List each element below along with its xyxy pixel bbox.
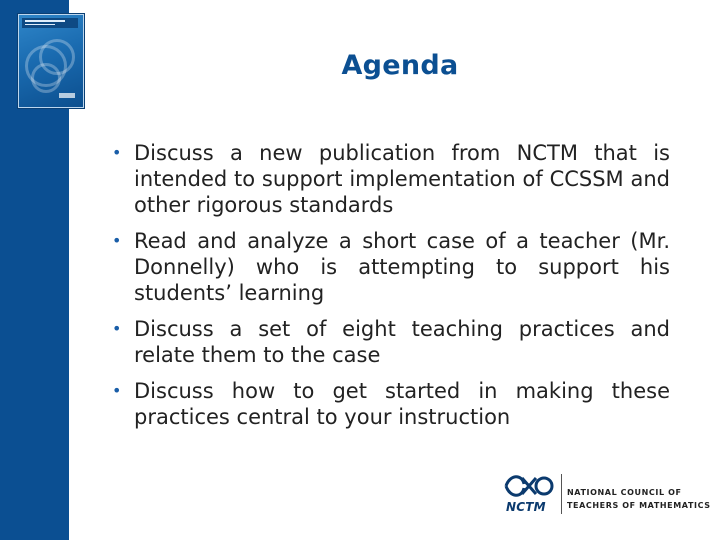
logo-acronym: NCTM: [506, 500, 546, 514]
slide-title: Agenda: [341, 50, 459, 81]
agenda-item-text: Discuss how to get started in making these practices central to your instruction: [134, 379, 670, 429]
bullet-icon: •: [112, 319, 122, 338]
agenda-item-text: Discuss a set of eight teaching practices and relate them to the case: [134, 317, 670, 367]
agenda-item: [110, 316, 670, 368]
agenda-item: [110, 140, 670, 218]
cover-publisher-mark: [59, 93, 75, 98]
cover-subtitle-line: [25, 24, 55, 25]
nctm-logo: [502, 472, 711, 516]
bullet-icon: •: [112, 381, 122, 400]
logo-name-line-1: NATIONAL COUNCIL OF: [567, 488, 682, 497]
agenda-item-text: Read and analyze a short case of a teacher (Mr. Donnelly) who is attempting to support his students’ learning: [134, 229, 670, 305]
cover-swirl: [31, 63, 61, 93]
bullet-icon: •: [112, 143, 122, 162]
logo-name-line-2: TEACHERS OF MATHEMATICS: [567, 501, 711, 510]
agenda-item-text: Discuss a new publication from NCTM that is intended to support implementation of CCSSM and other rigorous standards: [134, 141, 670, 217]
agenda-item: [110, 228, 670, 306]
bullet-icon: •: [112, 231, 122, 250]
agenda-list: [110, 140, 670, 440]
agenda-item: [110, 378, 670, 430]
book-cover-image: [18, 14, 84, 108]
cover-title-line: [25, 20, 65, 22]
logo-divider: [561, 474, 562, 514]
